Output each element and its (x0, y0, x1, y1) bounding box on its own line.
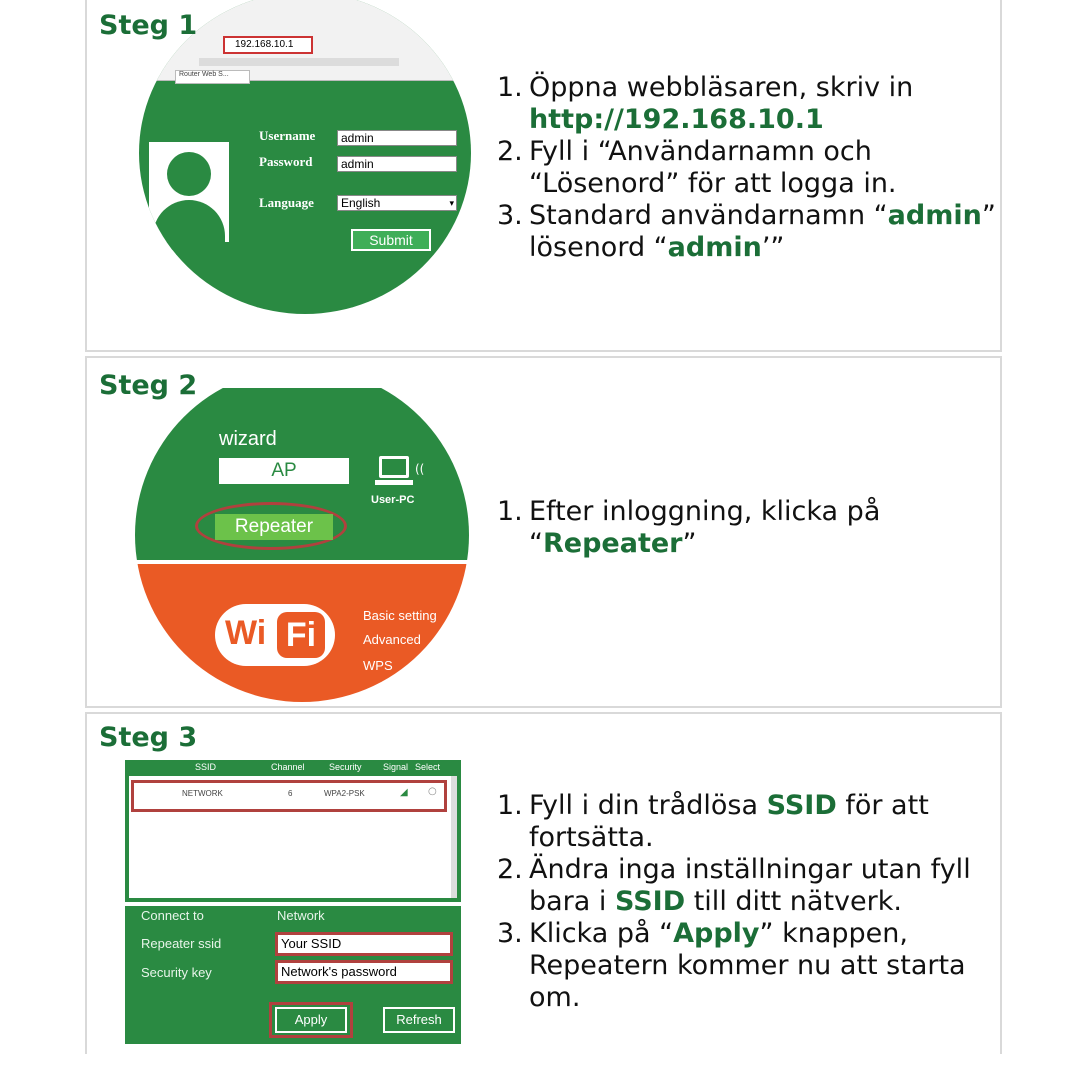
step1-instruction-3: 3. Standard användarnamn “admin” lösenord “admin’” (497, 200, 996, 263)
network-table (125, 760, 461, 902)
repeater-ssid-label: Repeater ssid (141, 936, 222, 951)
table-row[interactable]: NETWORK 6 WPA2-PSK ◢ ○ (131, 780, 447, 812)
router-url-highlight: http://192.168.10.1 (529, 104, 824, 135)
user-avatar (149, 142, 229, 242)
wifi-logo-left-text: Wi (225, 614, 267, 652)
step3-instructions (497, 790, 997, 1014)
step1-instruction-1: 1. Öppna webbläsaren, skriv in http://192.168.10.1 (497, 72, 914, 135)
step1-heading: Steg 1 (99, 10, 198, 41)
avatar-head-icon (167, 152, 211, 196)
table-header: SSID Channel Security Signal Select (195, 762, 441, 772)
step3-heading: Steg 3 (99, 722, 198, 753)
connect-to-label: Connect to (141, 908, 204, 923)
language-value: English (341, 196, 381, 210)
step3-panel (85, 712, 1002, 1054)
step2-instructions (497, 496, 997, 560)
repeater-button[interactable]: Repeater (215, 514, 333, 540)
step2-instruction-1: 1. Efter inloggning, klicka på “Repeater” (497, 496, 881, 559)
step3-instruction-2: 2. Ändra inga inställningar utan fyll bara i SSID till ditt nätverk. (497, 854, 971, 917)
dropdown-arrow-icon: ▾ (449, 198, 454, 208)
menu-advanced[interactable]: Advanced (363, 632, 421, 647)
repeater-ssid-input[interactable]: Your SSID (275, 932, 453, 956)
repeater-settings-form (125, 906, 461, 1044)
keyboard-icon (375, 480, 413, 485)
refresh-button[interactable]: Refresh (383, 1007, 455, 1033)
security-key-label: Security key (141, 965, 212, 980)
select-radio-icon[interactable]: ○ (428, 786, 437, 797)
step1-panel (85, 0, 1002, 352)
username-input[interactable]: admin (337, 130, 457, 146)
menu-wps[interactable]: WPS (363, 658, 393, 673)
wifi-logo-right-text: Fi (277, 612, 325, 658)
address-bar-url: 192.168.10.1 (235, 39, 294, 50)
step1-instruction-2: 2. Fyll i “Användarnamn och “Lösenord” för att logga in. (497, 136, 897, 199)
step2-panel (85, 356, 1002, 708)
submit-button[interactable]: Submit (351, 229, 431, 251)
computer-icon (379, 456, 409, 478)
address-bar[interactable] (223, 36, 313, 54)
bookmarks-bar (199, 58, 399, 66)
signal-strength-icon: ◢ (400, 787, 408, 798)
table-scrollbar[interactable] (451, 776, 457, 898)
browser-tab[interactable]: Router Web S... (175, 70, 250, 84)
signal-icon: (( (415, 462, 425, 476)
username-label: Username (259, 128, 316, 143)
connect-to-value: Network (277, 908, 325, 923)
apply-button[interactable]: Apply (275, 1007, 347, 1033)
menu-basic-setting[interactable]: Basic setting (363, 608, 437, 623)
wizard-label: wizard (219, 428, 277, 450)
step1-instructions (497, 72, 997, 264)
step2-screenshot-circle (135, 368, 469, 702)
avatar-body-icon (153, 200, 225, 250)
step1-screenshot-circle (139, 0, 471, 314)
security-key-input[interactable]: Network's password (275, 960, 453, 984)
language-label: Language (259, 195, 314, 210)
repeater-highlight-text: Repeater (543, 528, 683, 559)
user-pc-label: User-PC (371, 494, 415, 506)
ap-button[interactable]: AP (219, 458, 349, 484)
step3-instruction-1: 1. Fyll i din trådlösa SSID för att fortsätta. (497, 790, 929, 853)
language-select[interactable] (337, 195, 457, 211)
step3-instruction-3: 3. Klicka på “Apply” knappen, Repeatern kommer nu att starta om. (497, 918, 966, 1013)
step2-heading: Steg 2 (99, 370, 198, 401)
password-input[interactable]: admin (337, 156, 457, 172)
wifi-logo (215, 604, 335, 666)
password-label: Password (259, 154, 313, 169)
